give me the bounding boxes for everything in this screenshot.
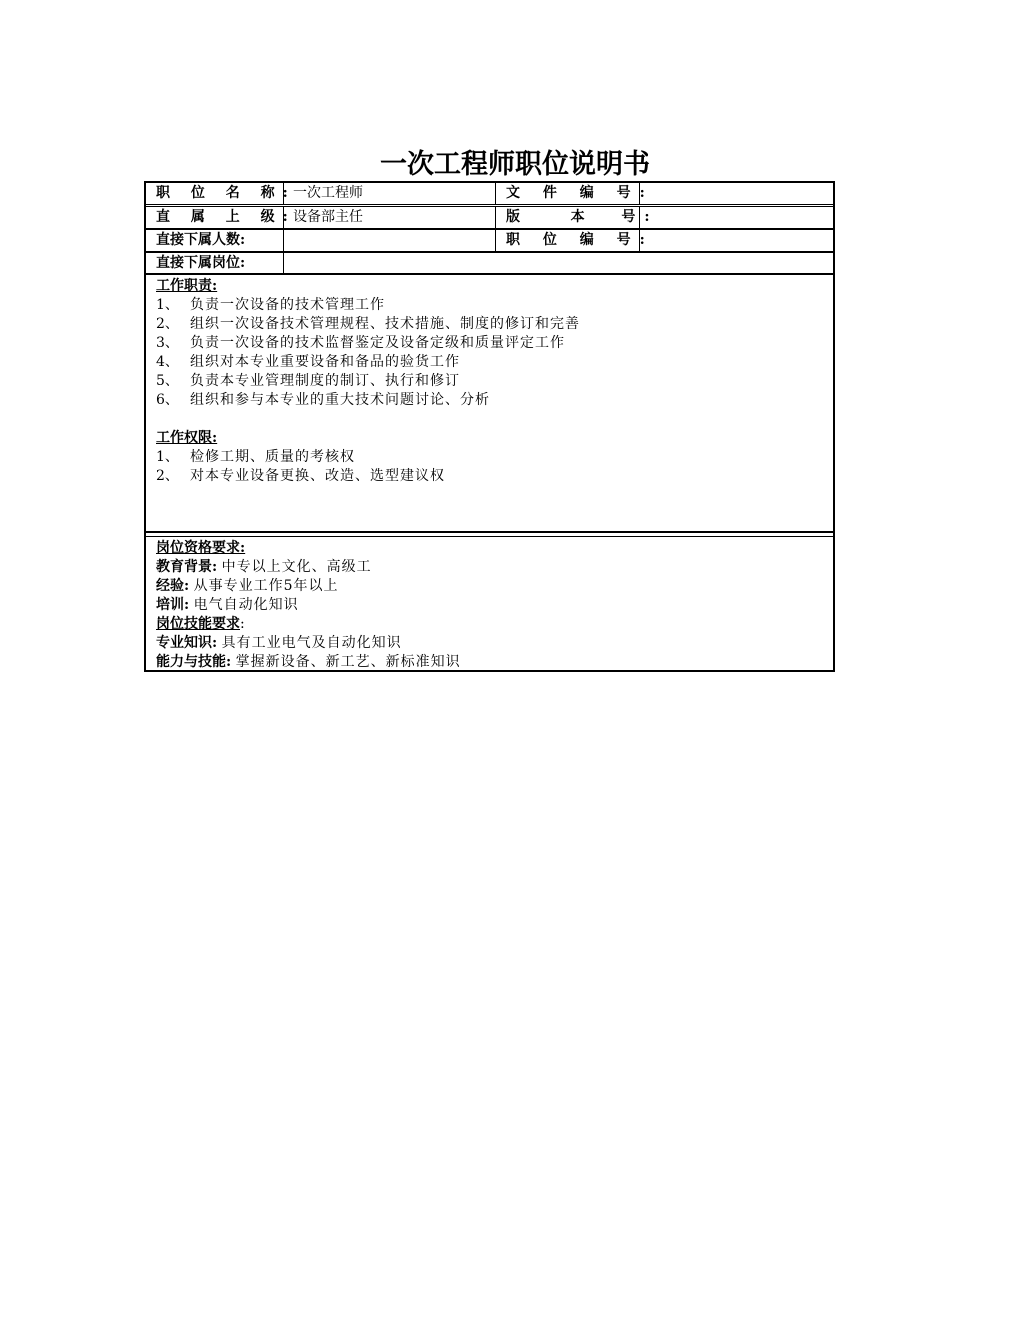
qualifications-section bbox=[146, 536, 833, 670]
label-position-name: 职 位 名 称: bbox=[146, 183, 284, 204]
skills-colon: : bbox=[240, 616, 245, 632]
item-number: 2、 bbox=[156, 468, 179, 484]
ability-value: 掌握新设备、新工艺、新标准知识 bbox=[235, 654, 461, 670]
label-subordinate-positions: 直接下属岗位: bbox=[146, 253, 284, 273]
item-text: 组织和参与本专业的重大技术问题讨论、分析 bbox=[190, 392, 490, 408]
ability-line bbox=[156, 653, 833, 672]
value-position-code bbox=[640, 230, 833, 251]
label-subordinate-count: 直接下属人数: bbox=[146, 230, 284, 251]
item-number: 1、 bbox=[156, 449, 179, 465]
value-position-name: 一次工程师 bbox=[284, 183, 496, 204]
item-number: 3、 bbox=[156, 335, 179, 351]
experience-value: 从事专业工作5年以上 bbox=[193, 578, 339, 594]
item-number: 5、 bbox=[156, 373, 179, 389]
value-document-number bbox=[640, 183, 833, 204]
ability-label: 能力与技能: bbox=[156, 654, 232, 670]
header-row-2 bbox=[146, 206, 833, 229]
list-item bbox=[156, 372, 833, 391]
training-label: 培训: bbox=[156, 597, 190, 613]
list-item bbox=[156, 334, 833, 353]
header-row-3 bbox=[146, 229, 833, 252]
authority-heading: 工作权限: bbox=[156, 430, 218, 446]
item-text: 负责本专业管理制度的制订、执行和修订 bbox=[190, 373, 460, 389]
item-number: 6、 bbox=[156, 392, 179, 408]
item-text: 负责一次设备的技术管理工作 bbox=[190, 297, 385, 313]
item-text: 负责一次设备的技术监督鉴定及设备定级和质量评定工作 bbox=[190, 335, 565, 351]
training-value: 电气自动化知识 bbox=[193, 597, 299, 613]
label-position-code: 职 位 编 号: bbox=[496, 230, 640, 251]
value-subordinate-positions bbox=[284, 253, 833, 273]
label-direct-superior: 直 属 上 级: bbox=[146, 207, 284, 228]
education-value: 中专以上文化、高级工 bbox=[221, 559, 372, 575]
item-text: 组织一次设备技术管理规程、技术措施、制度的修订和完善 bbox=[190, 316, 580, 332]
item-text: 组织对本专业重要设备和备品的验货工作 bbox=[190, 354, 460, 370]
experience-line bbox=[156, 577, 833, 596]
job-description-table bbox=[144, 181, 835, 672]
label-version-number: 版 本 号: bbox=[496, 207, 640, 228]
qualifications-heading: 岗位资格要求: bbox=[156, 540, 246, 556]
list-item bbox=[156, 448, 833, 467]
skills-heading: 岗位技能要求 bbox=[156, 616, 240, 632]
list-item bbox=[156, 315, 833, 334]
skills-heading-line bbox=[156, 615, 833, 634]
header-row-1 bbox=[146, 183, 833, 205]
value-version-number bbox=[640, 207, 833, 228]
duties-heading: 工作职责: bbox=[156, 278, 218, 294]
value-direct-superior: 设备部主任 bbox=[284, 207, 496, 228]
label-document-number: 文 件 编 号: bbox=[496, 183, 640, 204]
list-item bbox=[156, 391, 833, 410]
knowledge-label: 专业知识: bbox=[156, 635, 218, 651]
page-title: 一次工程师职位说明书 bbox=[380, 149, 650, 180]
knowledge-value: 具有工业电气及自动化知识 bbox=[221, 635, 402, 651]
item-text: 对本专业设备更换、改造、选型建议权 bbox=[190, 468, 445, 484]
knowledge-line bbox=[156, 634, 833, 653]
header-row-4 bbox=[146, 252, 833, 274]
item-text: 检修工期、质量的考核权 bbox=[190, 449, 355, 465]
duties-section bbox=[146, 274, 833, 533]
value-subordinate-count bbox=[284, 230, 496, 251]
item-number: 1、 bbox=[156, 297, 179, 313]
education-label: 教育背景: bbox=[156, 559, 218, 575]
item-number: 2、 bbox=[156, 316, 179, 332]
item-number: 4、 bbox=[156, 354, 179, 370]
training-line bbox=[156, 596, 833, 615]
list-item bbox=[156, 467, 833, 486]
list-item bbox=[156, 296, 833, 315]
education-line bbox=[156, 558, 833, 577]
experience-label: 经验: bbox=[156, 578, 190, 594]
list-item bbox=[156, 353, 833, 372]
